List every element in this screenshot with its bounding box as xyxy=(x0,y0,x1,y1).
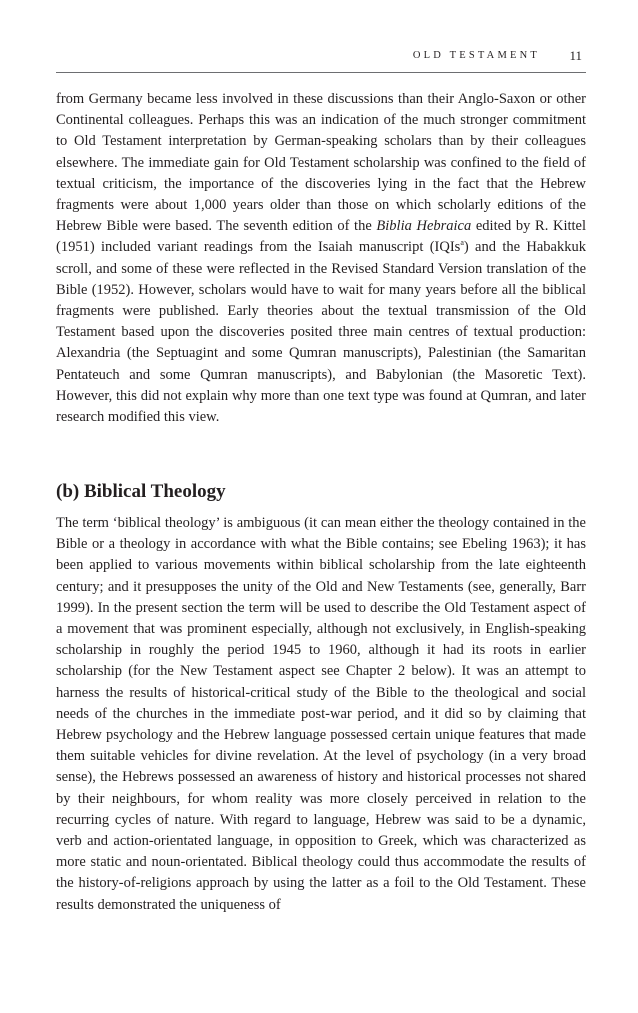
superscript-marker: a xyxy=(460,238,464,248)
running-head-title: OLD TESTAMENT xyxy=(412,50,540,61)
paragraph-text-part-3: ) and the Habakkuk scroll, and some of these were reflected in the Revised Standard Version translation of the Bible (1952). However, scholars would have to wait for many years before all the biblical fragments were published. Early theories about the textual transmission of the Old Testament based upon the discoveries posited three main centres of textual production: Alexandria (the Septuagint and some Qumran manuscripts), Palestinian (the Samaritan Pentateuch and some Qumran manuscripts), and Babylonian (the Masoretic Text). However, this did not explain why more than one text type was found at Qumran, and later research modified this view. xyxy=(56,239,586,426)
page-number: 11 xyxy=(569,48,582,63)
running-head xyxy=(56,48,586,68)
paragraph-text-part-1: from Germany became less involved in these discussions than their Anglo-Saxon or other Continental colleagues. Perhaps this was an indication of the much stronger commitment to Old Testament interpretation by German-speaking scholars than by their colleagues elsewhere. The immediate gain for Old Testament scholarship was confined to the field of textual criticism, the importance of the discoveries lying in the fact that the Hebrew fragments were about 1,000 years older than those on which scholarly editions of the Hebrew Bible were based. The seventh edition of the xyxy=(56,91,586,235)
paragraph-text-part-2: edited by R. Kittel (1951) included variant readings from the Isaiah manuscript (IQIs xyxy=(56,218,587,256)
section-heading: (b) Biblical Theology xyxy=(56,481,226,502)
italic-title-biblia-hebraica: Biblia Hebraica xyxy=(376,218,472,235)
header-rule xyxy=(56,72,586,73)
paragraph-textual-criticism xyxy=(56,89,586,428)
paragraph-biblical-theology: The term ‘biblical theology’ is ambiguous (it can mean either the theology contained in the Bible or a theology in accordance with what the Bible contains; see Ebeling 1963); it has been applied to various movements within biblical scholarship from the late eighteenth century; and it presupposes the unity of the Old and New Testaments (see, generally, Barr 1999). In the present section the term will be used to describe the Old Testament aspect of a movement that was prominent especially, although not exclusively, in English-speaking scholarship in roughly the period 1945 to 1960, although it had its roots in earlier scholarship (for the New Testament aspect see Chapter 2 below). It was an attempt to harness the results of historical-critical study of the Bible to the theological and social needs of the churches in the immediate post-war period, and it did so by claiming that Hebrew psychology and the Hebrew language possessed certain unique features that made them suitable vehicles for divine revelation. At the level of psychology (in a very broad sense), the Hebrews possessed an awareness of history and historical processes not shared by their neighbours, for whom reality was more closely perceived in relation to the recurring cycles of nature. With regard to language, Hebrew was said to be a dynamic, verb and action-orientated language, in opposition to Greek, which was characterized as more static and noun-orientated. Biblical theology could thus accommodate the results of the history-of-religions approach by using the latter as a foil to the Old Testament. These results demonstrated the uniqueness of xyxy=(56,515,586,913)
